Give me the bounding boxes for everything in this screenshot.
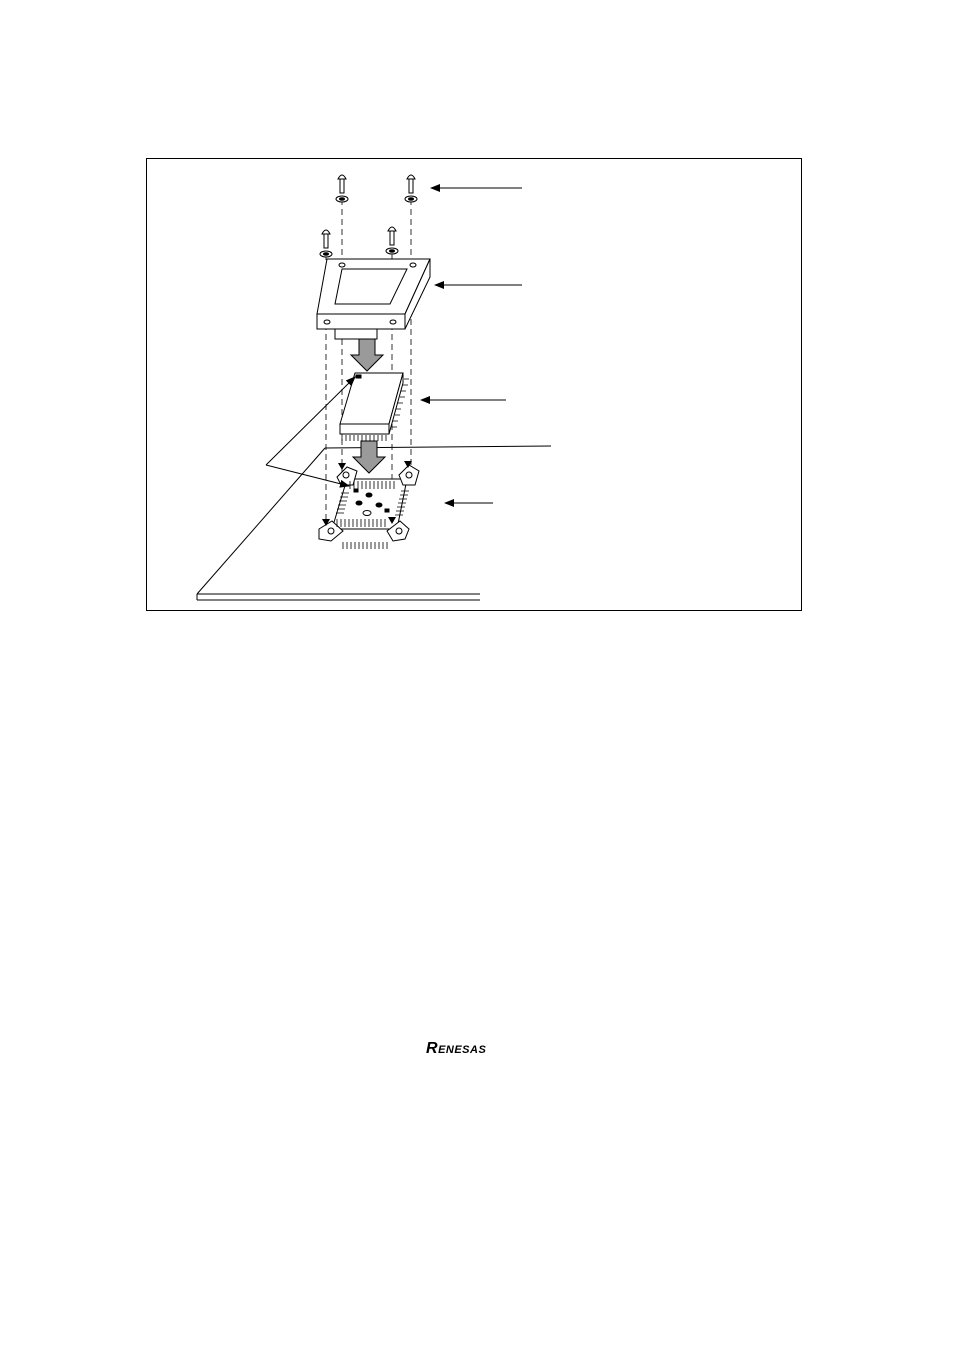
screw-icon: [336, 175, 348, 202]
ic-chip: [340, 373, 409, 441]
assembly-diagram: [147, 159, 803, 612]
svg-text:RENESAS: RENESAS: [426, 1040, 487, 1057]
ic-socket: [319, 465, 419, 549]
screw-icon: [386, 227, 398, 254]
renesas-logo-mark: [424, 1038, 524, 1058]
renesas-logo: [424, 1038, 524, 1058]
screw-icon: [320, 230, 332, 257]
assembly-figure: [146, 158, 802, 611]
down-arrow-icon: [351, 339, 383, 371]
down-arrow-icon: [353, 441, 385, 473]
socket-cover: [317, 259, 430, 339]
screw-icon: [405, 175, 417, 202]
